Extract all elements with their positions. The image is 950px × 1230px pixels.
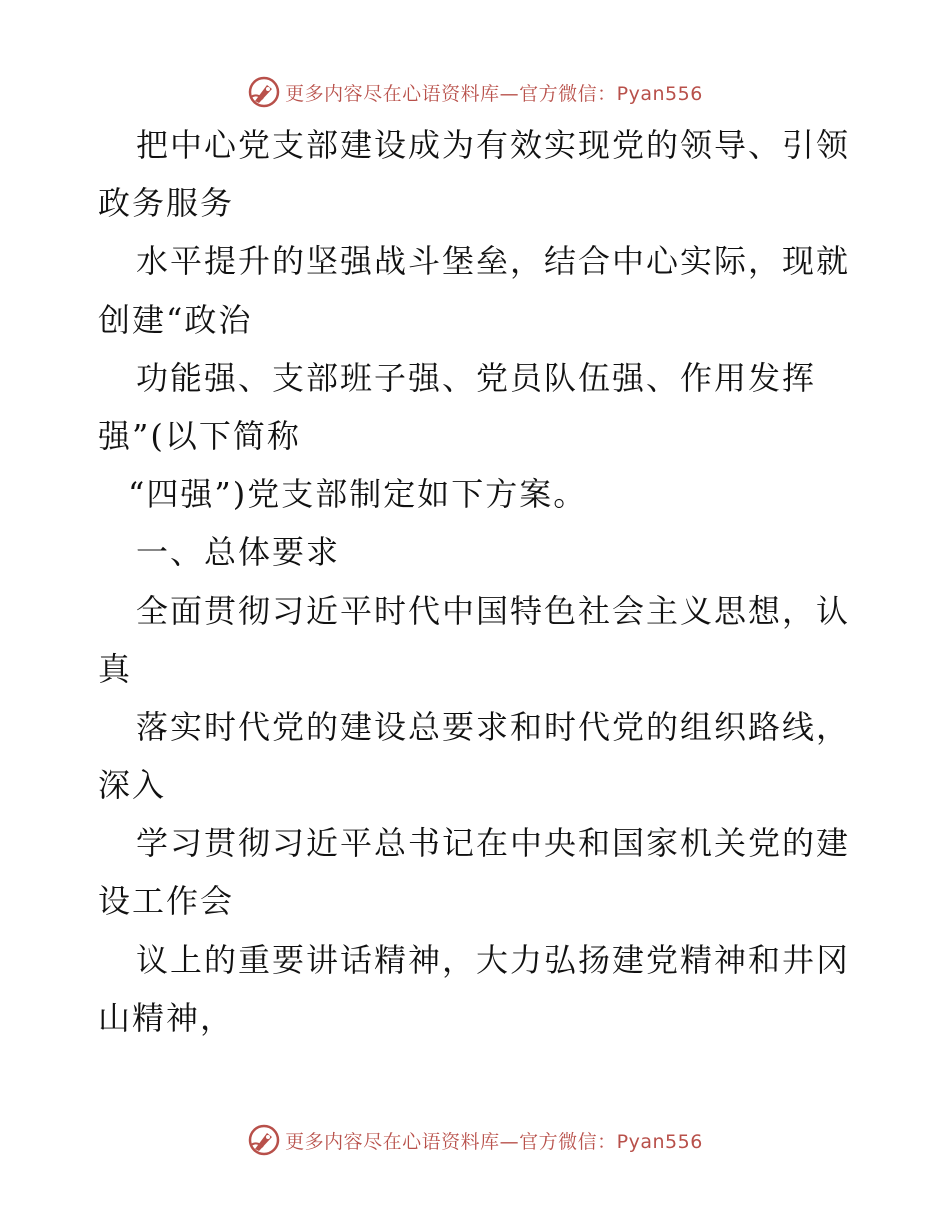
body-line: 政务服务 <box>98 184 235 223</box>
section-heading: 一、总体要求 <box>136 533 341 572</box>
body-line: 真 <box>98 649 133 688</box>
header-banner <box>0 72 950 112</box>
body-line: 强”(以下简称 <box>98 416 301 455</box>
banner-text: 更多内容尽在心语资料库—官方微信：Pyan556 <box>285 82 703 105</box>
body-line: 议上的重要讲话精神，大力弘扬建党精神和井冈 <box>136 940 851 979</box>
footer-banner-inner <box>247 1123 703 1157</box>
banner-text: 更多内容尽在心语资料库—官方微信：Pyan556 <box>285 1130 703 1153</box>
body-line: 学习贯彻习近平总书记在中央和国家机关党的建 <box>136 824 851 863</box>
pen-nib-logo-icon <box>247 75 281 109</box>
body-line: 创建“政治 <box>98 300 253 339</box>
body-line: 把中心党支部建设成为有效实现党的领导、引领 <box>136 126 851 164</box>
header-banner-inner <box>247 75 703 109</box>
body-line: 水平提升的坚强战斗堡垒，结合中心实际，现就 <box>136 242 851 281</box>
body-line: 深入 <box>98 766 167 805</box>
body-line: 设工作会 <box>98 882 235 921</box>
body-line: “四强”)党支部制定如下方案。 <box>128 475 588 514</box>
document-body <box>98 116 858 1047</box>
body-line: 功能强、支部班子强、党员队伍强、作用发挥 <box>136 358 817 397</box>
body-line: 落实时代党的建设总要求和时代党的组织路线， <box>136 707 851 746</box>
body-line: 山精神， <box>98 998 235 1037</box>
pen-nib-logo-icon <box>247 1123 281 1157</box>
footer-banner <box>0 1120 950 1160</box>
body-line: 全面贯彻习近平时代中国特色社会主义思想，认 <box>136 591 851 630</box>
